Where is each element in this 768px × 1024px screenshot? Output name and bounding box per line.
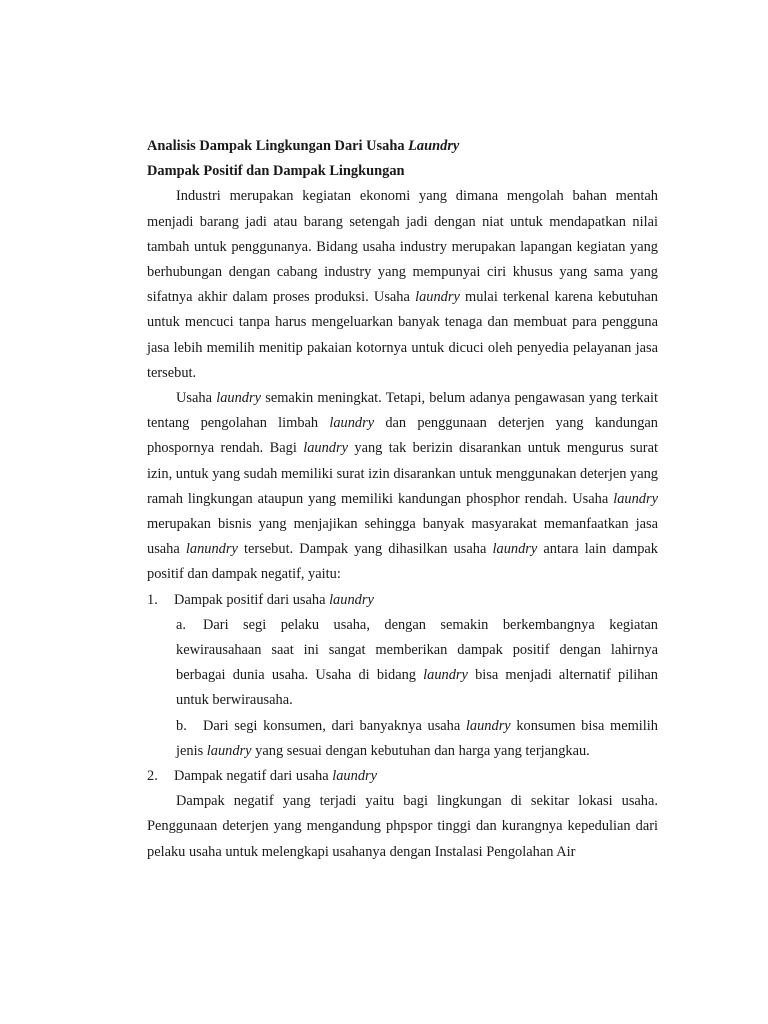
list-item-text: Dampak negatif dari usaha laundry — [174, 768, 378, 785]
sub-item-label: b. — [176, 717, 187, 734]
list-number: 1. — [147, 591, 158, 608]
list-number: 2. — [147, 768, 158, 785]
list-item-dampak-positif — [147, 588, 658, 613]
sub-item-konsumen: b. Dari segi konsumen, dari banyaknya usaha laundry konsumen bisa memilih jenis laundry yang sesuai dengan kebutuhan dan harga yang terjangkau. — [176, 714, 658, 764]
sub-item-label: a. — [176, 616, 186, 633]
paragraph-industri: Industri merupakan kegiatan ekonomi yang dimana mengolah bahan mentah menjadi barang jadi atau barang setengah jadi dengan niat untuk mendapatkan nilai tambah untuk penggunanya. Bidang usaha industry merupakan lapangan kegiatan yang berhubungan dengan cabang industry yang mempunyai ciri khusus yang sama yang sifatnya akhir dalam proses produksi. Usaha laundry mulai terkenal karena kebutuhan untuk mencuci tanpa harus mengeluarkan banyak tenaga dan membuat para pengguna jasa lebih memilih menitip pakaian kotornya untuk dicuci oleh penyedia pelayanan jasa tersebut. — [147, 188, 658, 381]
list-item-text: Dampak positif dari usaha laundry — [174, 591, 374, 608]
paragraph-usaha-laundry: Usaha laundry semakin meningkat. Tetapi, belum adanya pengawasan yang terkait tentang pengolahan limbah laundry dan penggunaan deterjen yang kandungan phospornya rendah. Bagi laundry yang tak berizin disarankan untuk mengurus surat izin, untuk yang sudah memiliki surat izin disarankan untuk menggunakan deterjen yang ramah lingkungan ataupun yang memiliki kandungan phosphor rendah. Usaha laundry merupakan bisnis yang menjajikan sehingga banyak masyarakat memanfaatkan jasa usaha lanundry tersebut. Dampak yang dihasilkan usaha laundry antara lain dampak positif dan dampak negatif, yaitu: — [147, 390, 658, 583]
sub-item-pelaku-usaha: a. Dari segi pelaku usaha, dengan semakin berkembangnya kegiatan kewirausahaan saat ini sangat memberikan dampak positif dengan lahirnya berbagai dunia usaha. Usaha di bidang laundry bisa menjadi alternatif pilihan untuk berwirausaha. — [176, 613, 658, 714]
list-item-dampak-negatif — [147, 764, 658, 789]
section-heading: Dampak Positif dan Dampak Lingkungan — [147, 163, 405, 180]
paragraph-dampak-negatif: Dampak negatif yang terjadi yaitu bagi lingkungan di sekitar lokasi usaha. Penggunaan deterjen yang mengandung phpspor tinggi dan kurangnya kepedulian dari pelaku usaha untuk melengkapi usahanya dengan Instalasi Pengolahan Air — [147, 793, 658, 860]
document-title: Analisis Dampak Lingkungan Dari Usaha Laundry — [147, 138, 460, 154]
document-body — [147, 134, 658, 865]
